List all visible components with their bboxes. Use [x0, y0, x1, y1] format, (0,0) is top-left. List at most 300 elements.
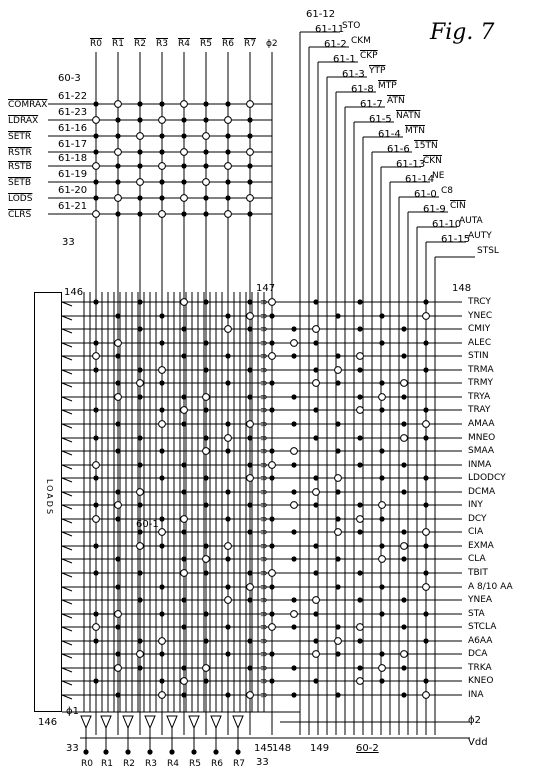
connection-dot: [159, 149, 164, 154]
connection-dot: [269, 475, 274, 480]
driver-buffer: [81, 716, 91, 728]
connection-dot: [269, 543, 274, 548]
row-gate-symbol: ⊃: [260, 393, 268, 403]
connection-dot: [247, 367, 252, 372]
row-stcla: STCLA: [468, 622, 497, 632]
connection-dot: [115, 692, 120, 697]
row-stub: [62, 681, 72, 685]
upper-row-setr: SETR: [8, 132, 32, 142]
row-gate-symbol: ⊃: [260, 583, 268, 593]
connection-dot: [137, 502, 142, 507]
connection-dot: [247, 326, 252, 331]
upper-row-rstr: RSTR: [8, 148, 32, 158]
transistor-node: [159, 529, 166, 536]
row-stub: [62, 383, 72, 387]
phi1-label: ϕ1: [66, 706, 79, 717]
top-column-r3: R3: [156, 39, 168, 49]
row-cia: CIA: [468, 527, 484, 537]
row-ldodcy: LDODCY: [468, 473, 506, 483]
right-signal-auta: AUTA: [459, 216, 483, 226]
connection-dot: [313, 407, 318, 412]
transistor-node: [357, 353, 364, 360]
ref-60-3: 60-3: [58, 73, 81, 84]
row-exma: EXMA: [468, 541, 494, 551]
upper-ref-61-18: 61-18: [58, 153, 88, 164]
transistor-node: [159, 692, 166, 699]
top-column-ϕ2: ϕ2: [266, 39, 278, 49]
connection-dot: [181, 665, 186, 670]
connection-dot: [115, 211, 120, 216]
connection-dot: [335, 421, 340, 426]
connection-dot: [335, 556, 340, 561]
connection-dot: [159, 179, 164, 184]
connection-dot: [401, 326, 406, 331]
connection-dot: [335, 584, 340, 589]
transistor-node: [115, 502, 122, 509]
transistor-node: [225, 435, 232, 442]
connection-dot: [93, 502, 98, 507]
connection-dot: [379, 313, 384, 318]
row-stub: [62, 316, 72, 320]
connection-dot: [225, 313, 230, 318]
transistor-node: [203, 394, 210, 401]
ref-148-bottom: 148: [272, 743, 292, 754]
connection-dot: [423, 340, 428, 345]
row-gate-symbol: ⊃: [260, 528, 268, 538]
connection-dot: [401, 529, 406, 534]
connection-dot: [401, 665, 406, 670]
connection-dot: [181, 556, 186, 561]
top-column-r4: R4: [178, 39, 190, 49]
connection-dot: [181, 692, 186, 697]
row-trka: TRKA: [468, 663, 492, 673]
row-stub: [62, 424, 72, 428]
row-gate-symbol: ⊃: [260, 406, 268, 416]
row-stub: [62, 329, 72, 333]
transistor-node: [225, 117, 232, 124]
connection-dot: [335, 692, 340, 697]
transistor-node: [115, 394, 122, 401]
ref-60-1: 60-1: [136, 519, 159, 530]
row-stub: [62, 600, 72, 604]
figure-label: Fig. 7: [430, 20, 495, 45]
connection-dot: [379, 407, 384, 412]
row-stub: [62, 356, 72, 360]
row-stub: [62, 397, 72, 401]
connection-dot: [313, 638, 318, 643]
phi2-label: ϕ2: [468, 715, 481, 726]
transistor-node: [247, 421, 254, 428]
ref-146-top: 146: [64, 287, 84, 298]
connection-dot: [401, 624, 406, 629]
right-ref-61-4: 61-4: [378, 129, 401, 140]
transistor-node: [313, 651, 320, 658]
connection-dot: [247, 638, 252, 643]
connection-dot: [291, 489, 296, 494]
row-stub: [62, 505, 72, 509]
connection-dot: [423, 543, 428, 548]
transistor-node: [93, 163, 100, 170]
connection-dot: [335, 448, 340, 453]
connection-dot: [115, 556, 120, 561]
connection-dot: [225, 195, 230, 200]
connection-dot: [269, 313, 274, 318]
row-stub: [62, 451, 72, 455]
ref-60-2: 60-2: [356, 743, 379, 754]
transistor-node: [379, 394, 386, 401]
transistor-node: [357, 624, 364, 631]
ref-147: 147: [256, 283, 276, 294]
connection-dot: [335, 380, 340, 385]
connection-dot: [159, 340, 164, 345]
transistor-node: [423, 313, 430, 320]
transistor-node: [335, 638, 342, 645]
ref-33-bottom-right: 33: [256, 757, 269, 768]
connection-dot: [203, 101, 208, 106]
connection-dot: [203, 638, 208, 643]
connection-dot: [103, 749, 108, 754]
connection-dot: [203, 502, 208, 507]
row-inma: INMA: [468, 460, 492, 470]
connection-dot: [291, 353, 296, 358]
transistor-node: [159, 117, 166, 124]
connection-dot: [203, 678, 208, 683]
connection-dot: [225, 516, 230, 521]
row-trya: TRYA: [468, 392, 491, 402]
upper-row-comrax: COMRAX: [8, 100, 48, 110]
right-ref-61-5: 61-5: [369, 114, 392, 125]
row-a6aa: A6AA: [468, 636, 493, 646]
driver-buffer: [101, 716, 111, 728]
connection-dot: [357, 502, 362, 507]
connection-dot: [115, 448, 120, 453]
bottom-column-r0: R0: [81, 759, 93, 769]
connection-dot: [357, 638, 362, 643]
connection-dot: [93, 570, 98, 575]
right-ref-61-13: 61-13: [396, 159, 426, 170]
connection-dot: [181, 597, 186, 602]
right-signal-15tn: 15TN: [414, 141, 438, 151]
row-gate-symbol: ⊃: [260, 501, 268, 511]
transistor-node: [159, 421, 166, 428]
connection-dot: [93, 149, 98, 154]
row-stub: [62, 654, 72, 658]
transistor-node: [115, 665, 122, 672]
transistor-node: [335, 529, 342, 536]
connection-dot: [225, 624, 230, 629]
connection-dot: [137, 101, 142, 106]
row-trcy: TRCY: [468, 297, 491, 307]
transistor-node: [247, 149, 254, 156]
upper-ref-61-21: 61-21: [58, 201, 88, 212]
transistor-node: [137, 489, 144, 496]
connection-dot: [83, 749, 88, 754]
row-stub: [62, 614, 72, 618]
connection-dot: [313, 678, 318, 683]
connection-dot: [115, 584, 120, 589]
connection-dot: [379, 448, 384, 453]
connection-dot: [247, 133, 252, 138]
connection-dot: [137, 394, 142, 399]
connection-dot: [423, 435, 428, 440]
row-gate-symbol: ⊃: [260, 325, 268, 335]
right-ref-61-0: 61-0: [414, 189, 437, 200]
row-stub: [62, 302, 72, 306]
connection-dot: [93, 367, 98, 372]
transistor-node: [137, 179, 144, 186]
connection-dot: [93, 101, 98, 106]
connection-dot: [181, 117, 186, 122]
connection-dot: [335, 516, 340, 521]
bottom-column-r3: R3: [145, 759, 157, 769]
transistor-node: [291, 340, 298, 347]
row-amaa: AMAA: [468, 419, 495, 429]
row-gate-symbol: ⊃: [260, 542, 268, 552]
connection-dot: [401, 489, 406, 494]
connection-dot: [203, 211, 208, 216]
row-tray: TRAY: [468, 405, 491, 415]
connection-dot: [225, 692, 230, 697]
connection-dot: [247, 117, 252, 122]
connection-dot: [401, 692, 406, 697]
top-column-r1: R1: [112, 39, 124, 49]
right-signal-mtp: $\overline{MTP}$: [378, 81, 397, 91]
bottom-column-r6: R6: [211, 759, 223, 769]
connection-dot: [115, 353, 120, 358]
connection-dot: [313, 475, 318, 480]
connection-dot: [181, 353, 186, 358]
transistor-node: [269, 570, 276, 577]
row-cmiy: CMIY: [468, 324, 491, 334]
upper-ref-61-20: 61-20: [58, 185, 88, 196]
right-ref-61-9: 61-9: [423, 204, 446, 215]
connection-dot: [181, 133, 186, 138]
transistor-node: [137, 380, 144, 387]
transistor-node: [181, 149, 188, 156]
transistor-node: [137, 133, 144, 140]
connection-dot: [203, 117, 208, 122]
row-tbit: TBIT: [468, 568, 488, 578]
row-gate-symbol: ⊃: [260, 610, 268, 620]
right-ref-61-8: 61-8: [351, 84, 374, 95]
connection-dot: [269, 584, 274, 589]
top-column-r7: R7: [244, 39, 256, 49]
connection-dot: [225, 489, 230, 494]
connection-dot: [181, 326, 186, 331]
connection-dot: [225, 380, 230, 385]
transistor-node: [159, 211, 166, 218]
connection-dot: [191, 749, 196, 754]
connection-dot: [357, 367, 362, 372]
right-ref-61-7: 61-7: [360, 99, 383, 110]
row-gate-symbol: ⊃: [260, 461, 268, 471]
row-stin: STIN: [468, 351, 489, 361]
transistor-node: [247, 475, 254, 482]
connection-dot: [203, 163, 208, 168]
upper-row-setb: SETB: [8, 178, 32, 188]
row-stub: [62, 438, 72, 442]
connection-dot: [93, 195, 98, 200]
connection-dot: [313, 502, 318, 507]
ref-33-top: 33: [62, 237, 75, 248]
transistor-node: [225, 543, 232, 550]
connection-dot: [247, 570, 252, 575]
right-ref-61-14: 61-14: [405, 174, 435, 185]
transistor-node: [225, 163, 232, 170]
connection-dot: [379, 584, 384, 589]
connection-dot: [147, 749, 152, 754]
connection-dot: [291, 556, 296, 561]
right-signal-auty: AUTY: [468, 231, 492, 241]
transistor-node: [357, 678, 364, 685]
transistor-node: [225, 597, 232, 604]
transistor-node: [269, 462, 276, 469]
connection-dot: [379, 340, 384, 345]
transistor-node: [203, 448, 210, 455]
connection-dot: [247, 435, 252, 440]
transistor-node: [423, 692, 430, 699]
row-stub: [62, 587, 72, 591]
connection-dot: [137, 570, 142, 575]
top-column-r0: R0: [90, 39, 102, 49]
connection-dot: [379, 543, 384, 548]
transistor-node: [401, 435, 408, 442]
row-trmy: TRMY: [468, 378, 494, 388]
transistor-node: [115, 101, 122, 108]
row-dcy: DCY: [468, 514, 487, 524]
row-gate-symbol: ⊃: [260, 691, 268, 701]
transistor-node: [93, 117, 100, 124]
connection-dot: [181, 529, 186, 534]
connection-dot: [181, 163, 186, 168]
connection-dot: [93, 678, 98, 683]
bottom-column-r5: R5: [189, 759, 201, 769]
connection-dot: [247, 179, 252, 184]
transistor-node: [401, 543, 408, 550]
row-gate-symbol: ⊃: [260, 379, 268, 389]
connection-dot: [115, 117, 120, 122]
connection-dot: [93, 611, 98, 616]
right-signal-ytp: $\overline{YTP}$: [369, 66, 386, 76]
row-alec: ALEC: [468, 338, 492, 348]
transistor-node: [291, 502, 298, 509]
transistor-node: [335, 367, 342, 374]
connection-dot: [247, 665, 252, 670]
connection-dot: [357, 529, 362, 534]
row-dca: DCA: [468, 649, 488, 659]
connection-dot: [401, 421, 406, 426]
connection-dot: [269, 380, 274, 385]
connection-dot: [181, 179, 186, 184]
transistor-node: [225, 211, 232, 218]
connection-dot: [291, 692, 296, 697]
upper-ref-61-23: 61-23: [58, 107, 88, 118]
upper-ref-61-16: 61-16: [58, 123, 88, 134]
connection-dot: [181, 421, 186, 426]
transistor-node: [335, 475, 342, 482]
connection-dot: [379, 678, 384, 683]
transistor-node: [159, 163, 166, 170]
connection-dot: [247, 163, 252, 168]
connection-dot: [137, 597, 142, 602]
right-signal-atn: $\overline{ATN}$: [387, 96, 405, 106]
row-stub: [62, 492, 72, 496]
vdd-label: Vdd: [468, 737, 488, 748]
connection-dot: [291, 529, 296, 534]
connection-dot: [203, 435, 208, 440]
upper-row-clrs: CLRS: [8, 210, 32, 220]
connection-dot: [357, 394, 362, 399]
driver-buffer: [233, 716, 243, 728]
connection-dot: [169, 749, 174, 754]
transistor-node: [313, 326, 320, 333]
row-gate-symbol: ⊃: [260, 623, 268, 633]
row-iny: INY: [468, 500, 483, 510]
row-stub: [62, 546, 72, 550]
connection-dot: [159, 407, 164, 412]
row-a-8-10-aa: A 8/10 AA: [468, 582, 513, 592]
connection-dot: [159, 611, 164, 616]
connection-dot: [159, 516, 164, 521]
row-gate-symbol: ⊃: [260, 664, 268, 674]
connection-dot: [291, 665, 296, 670]
transistor-node: [181, 195, 188, 202]
right-signal-c8: C8: [441, 186, 454, 196]
upper-row-ldrax: LDRAX: [8, 116, 39, 126]
connection-dot: [247, 529, 252, 534]
connection-dot: [181, 624, 186, 629]
bottom-column-r1: R1: [101, 759, 113, 769]
connection-dot: [423, 502, 428, 507]
top-column-r6: R6: [222, 39, 234, 49]
connection-dot: [137, 195, 142, 200]
connection-dot: [247, 462, 252, 467]
connection-dot: [225, 421, 230, 426]
row-stub: [62, 668, 72, 672]
connection-dot: [313, 340, 318, 345]
connection-dot: [203, 340, 208, 345]
connection-dot: [115, 421, 120, 426]
connection-dot: [291, 421, 296, 426]
connection-dot: [159, 195, 164, 200]
connection-dot: [313, 570, 318, 575]
row-stub: [62, 343, 72, 347]
connection-dot: [137, 529, 142, 534]
connection-dot: [423, 611, 428, 616]
transistor-node: [203, 179, 210, 186]
upper-row-rstb: RSTB: [8, 162, 32, 172]
connection-dot: [247, 211, 252, 216]
connection-dot: [423, 407, 428, 412]
connection-dot: [269, 611, 274, 616]
transistor-node: [247, 313, 254, 320]
transistor-node: [401, 380, 408, 387]
connection-dot: [313, 611, 318, 616]
connection-dot: [159, 380, 164, 385]
connection-dot: [93, 340, 98, 345]
connection-dot: [93, 638, 98, 643]
connection-dot: [423, 299, 428, 304]
connection-dot: [203, 149, 208, 154]
connection-dot: [115, 133, 120, 138]
connection-dot: [335, 624, 340, 629]
connection-dot: [181, 462, 186, 467]
row-gate-symbol: ⊃: [260, 366, 268, 376]
connection-dot: [335, 313, 340, 318]
connection-dot: [93, 435, 98, 440]
transistor-node: [291, 611, 298, 618]
connection-dot: [269, 340, 274, 345]
